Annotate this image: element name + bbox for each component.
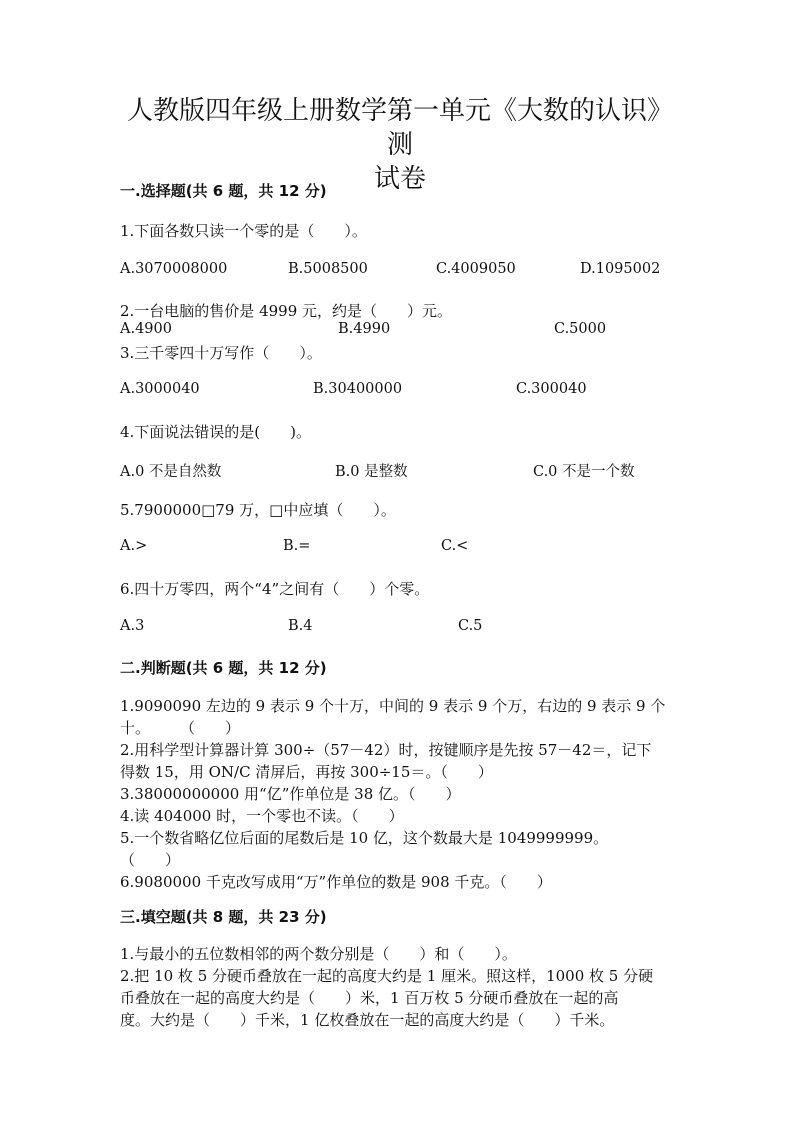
choice-options-3 xyxy=(120,381,680,401)
judge-line: 6.9080000 千克改写成用“万”作单位的数是 908 千克。（ ） xyxy=(120,873,552,891)
choice-question-3: 3.三千零四十万写作（ ）。 xyxy=(120,344,322,362)
choice-question-5: 5.7900000□79 万，□中应填（ ）。 xyxy=(120,501,396,519)
option-c: C.0 不是一个数 xyxy=(533,464,635,480)
option-a: A.3070008000 xyxy=(120,261,228,277)
choice-question-6: 6.四十万零四，两个“4”之间有（ ）个零。 xyxy=(120,580,430,598)
fill-line: 2.把 10 枚 5 分硬币叠放在一起的高度大约是 1 厘米。照这样，1000 枚 5 分硬 xyxy=(120,967,654,985)
judge-line: 得数 15，用 ON/C 清屏后，再按 300÷15＝。（ ） xyxy=(120,763,493,781)
option-c: C.< xyxy=(441,538,469,554)
option-c: C.5 xyxy=(458,618,483,634)
section-heading-fill: 三.填空题(共 8 题，共 23 分) xyxy=(120,908,327,926)
judge-line: 5.一个数省略亿位后面的尾数后是 10 亿，这个数最大是 1049999999。 xyxy=(120,829,609,847)
option-b: B.5008500 xyxy=(288,261,368,277)
judge-line: （ ） xyxy=(120,851,181,869)
option-b: B.4 xyxy=(288,618,313,634)
choice-options-1 xyxy=(120,261,680,281)
judge-questions xyxy=(120,695,680,893)
choice-question-2: 2.一台电脑的售价是 4999 元，约是（ ）元。 xyxy=(120,302,453,320)
choice-options-6 xyxy=(120,618,680,638)
judge-line: 1.9090090 左边的 9 表示 9 个十万，中间的 9 表示 9 个万，右边的 9 表示 9 个 xyxy=(120,697,666,715)
judge-line: 4.读 404000 时，一个零也不读。（ ） xyxy=(120,807,404,825)
choice-question-1: 1.下面各数只读一个零的是（ ）。 xyxy=(120,222,367,240)
option-a: A.3000040 xyxy=(120,381,200,397)
section-heading-judge: 二.判断题(共 6 题，共 12 分) xyxy=(120,659,327,677)
option-d: D.1095002 xyxy=(580,261,661,277)
fill-questions xyxy=(120,943,680,1031)
option-a: A.> xyxy=(120,538,148,554)
option-c: C.5000 xyxy=(554,321,607,337)
option-b: B.0 是整数 xyxy=(335,464,408,480)
title-line-2: 试卷 xyxy=(373,164,426,194)
judge-line: 2.用科学型计算器计算 300÷（57－42）时，按键顺序是先按 57－42＝，记下 xyxy=(120,741,652,759)
judge-line: 十。 （ ） xyxy=(120,719,241,737)
option-a: A.3 xyxy=(120,618,145,634)
option-b: B.4990 xyxy=(338,321,391,337)
option-c: C.300040 xyxy=(516,381,587,397)
option-b: B.30400000 xyxy=(313,381,403,397)
option-b: B.= xyxy=(283,538,311,554)
section-heading-choice: 一.选择题(共 6 题，共 12 分) xyxy=(120,182,327,200)
fill-line: 币叠放在一起的高度大约是（ ）米，1 百万枚 5 分硬币叠放在一起的高 xyxy=(120,989,619,1007)
judge-line: 3.38000000000 用“亿”作单位是 38 亿。（ ） xyxy=(120,785,461,803)
title-line-1: 人教版四年级上册数学第一单元《大数的认识》测 xyxy=(126,96,673,160)
option-a: A.0 不是自然数 xyxy=(120,464,222,480)
option-a: A.4900 xyxy=(120,321,172,337)
fill-line: 度。大约是（ ）千米，1 亿枚叠放在一起的高度大约是（ ）千米。 xyxy=(120,1011,615,1029)
choice-options-2 xyxy=(120,321,680,341)
option-c: C.4009050 xyxy=(436,261,516,277)
fill-line: 1.与最小的五位数相邻的两个数分别是（ ）和（ ）。 xyxy=(120,945,517,963)
choice-options-5 xyxy=(120,538,680,558)
choice-options-4 xyxy=(120,460,680,480)
choice-question-4: 4.下面说法错误的是( )。 xyxy=(120,423,312,441)
